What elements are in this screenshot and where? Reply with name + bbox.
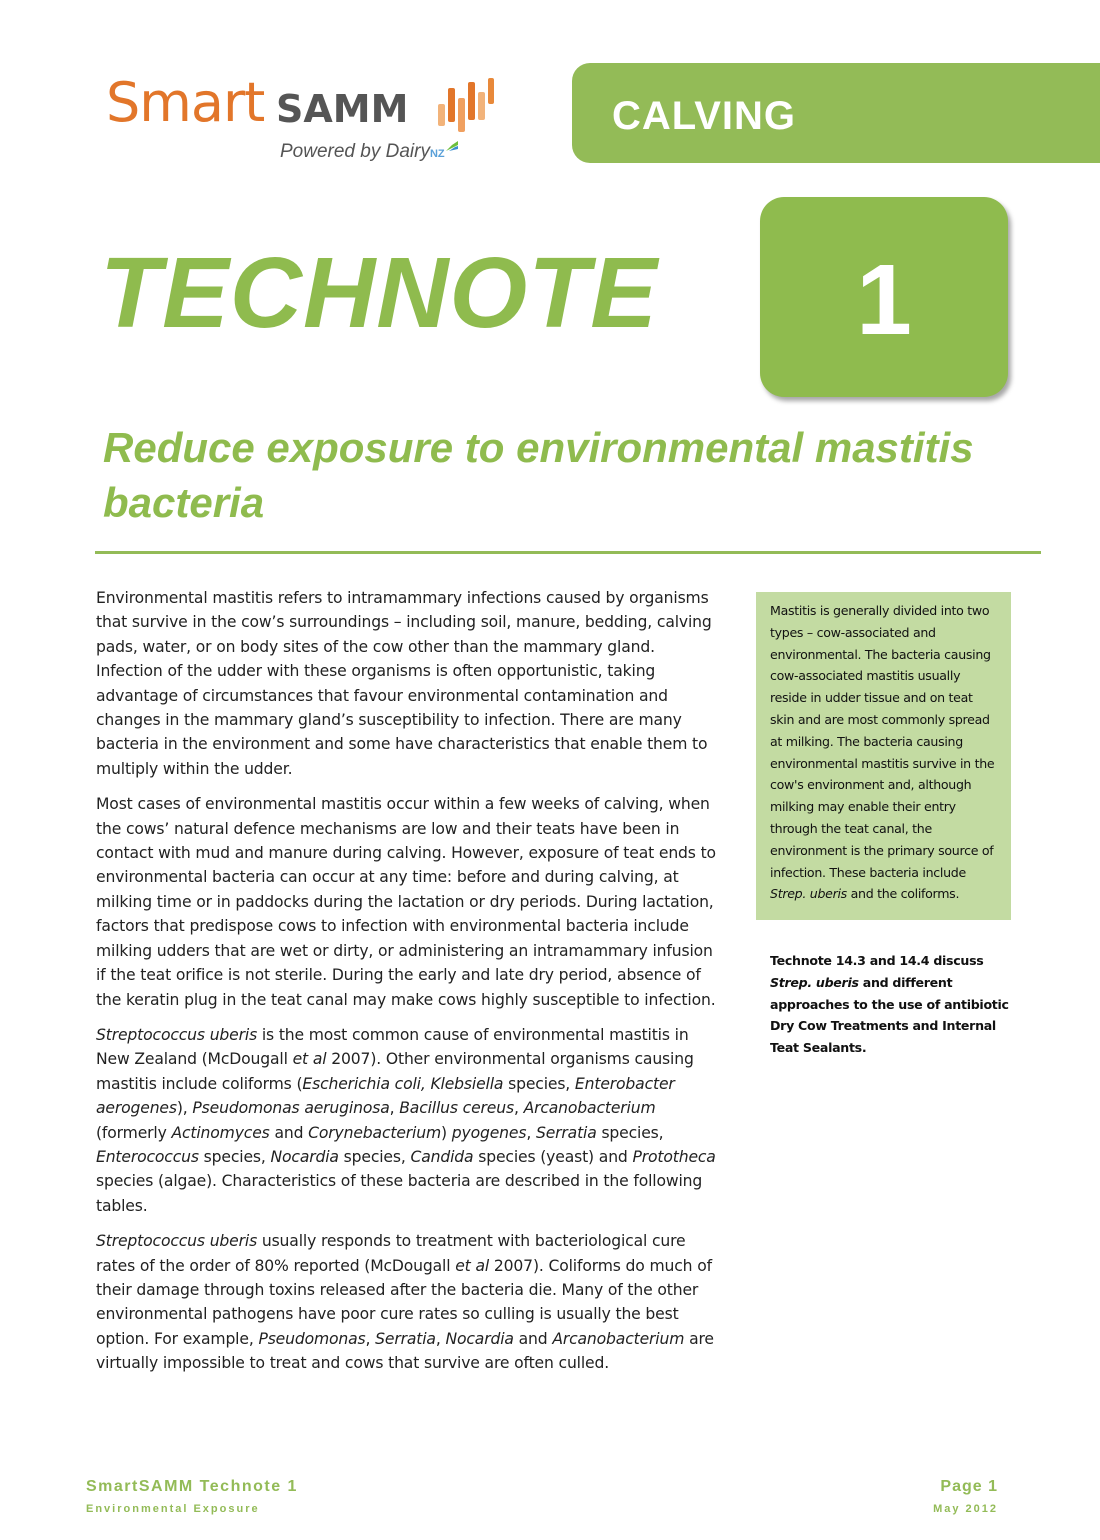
- text-run: 2007). Other environmental organisms causing mastitis include coliforms (: [96, 1050, 694, 1093]
- text-run: species,: [503, 1074, 575, 1093]
- italic-run: Strep. uberis: [770, 974, 859, 990]
- text-run: ,: [526, 1123, 536, 1142]
- text-run: Technote 14.3 and 14.4 discuss: [770, 953, 984, 968]
- dairynz-mark-icon: [446, 141, 458, 151]
- text-run: is the most common cause of environmental mastitis in New Zealand (McDougall: [96, 1025, 689, 1069]
- text-run: and the coliforms.: [846, 886, 960, 902]
- italic-run: Arcanobacterium: [552, 1329, 685, 1348]
- italic-run: Serratia: [375, 1329, 436, 1348]
- footer-doc-title: SmartSAMM Technote 1: [86, 1478, 298, 1495]
- text-run: Mastitis is generally divided into two types – cow-associated and environmental. The bacteria causing cow-associated mastitis usually reside in udder tissue and on teat skin and are most commonly spread at milking. The bacteria causing environmental mastitis survive in the cow's environment and, although milking may enable their entry through the teat canal, the environment is the primary source of infection. These bacteria include: [770, 603, 995, 880]
- text-run: species,: [596, 1123, 664, 1142]
- page-subtitle: Reduce exposure to environmental mastitis bacteria: [103, 424, 974, 526]
- section-divider: [95, 551, 1041, 554]
- italic-run: Escherichia coli, Klebsiella: [302, 1074, 504, 1093]
- italic-run: Pseudomonas: [258, 1329, 366, 1348]
- smartsamm-logo: [106, 72, 506, 172]
- text-run: 2007). Coliforms do much of their damage through toxins released after the bacteria die. Many of the other environmental pathogens have poor cure rates so culling is usually the best option. For example,: [96, 1256, 712, 1348]
- powered-by-nz: NZ: [429, 148, 445, 160]
- text-run: ,: [389, 1099, 400, 1118]
- italic-run: et al: [292, 1050, 327, 1069]
- italic-run: Bacillus cereus: [399, 1099, 514, 1118]
- text-run: ): [441, 1123, 452, 1142]
- body-paragraph-1: Environmental mastitis refers to intramammary infections caused by organisms that survive in the cow’s surroundings – including soil, manure, bedding, calving pads, water, or on body sites of the cow other than the mammary gland. Infection of the udder with these organisms is often opportunistic, taking advantage of circumstances that favour environmental contamination and changes in the mammary gland’s susceptibility to infection. There are many bacteria in the environment and some have characteristics that enable them to multiply within the udder.: [96, 589, 712, 778]
- powered-by-dairynz: [280, 140, 458, 166]
- italic-run: Arcanobacterium: [523, 1099, 656, 1118]
- text-run: ,: [513, 1099, 524, 1118]
- text-run: (formerly: [96, 1123, 172, 1142]
- italic-run: Pseudomonas aeruginosa: [192, 1099, 390, 1118]
- body-paragraph-2: Most cases of environmental mastitis occur within a few weeks of calving, when the cows’ natural defence mechanisms are low and their teats have been in contact with mud and manure during calving. However, exposure of teat ends to environmental bacteria can occur at any time: before and during calving, at milking time or in paddocks during the lactation or dry periods. During lactation, factors that predispose cows to infection with environmental bacteria include milking udders that are wet or dirty, or administering an intramammary infusion if the teat orifice is not sterile. During the early and late dry period, absence of the keratin plug in the teat canal may make cows highly susceptible to infection.: [96, 795, 716, 1009]
- italic-run: Enterobacter aerogenes: [96, 1074, 675, 1118]
- italic-run: Candida: [410, 1147, 474, 1166]
- footer-page-number: Page 1: [940, 1478, 998, 1495]
- text-run: ),: [176, 1099, 193, 1118]
- logo-samm-text: SAMM: [276, 87, 409, 131]
- italic-run: Actinomyces: [171, 1123, 270, 1142]
- footer-doc-subtitle: Environmental Exposure: [86, 1503, 260, 1515]
- technote-number-badge: [760, 197, 1008, 397]
- text-run: species (yeast) and: [473, 1147, 633, 1166]
- text-run: and different approaches to the use of antibiotic Dry Cow Treatments and Internal Teat Sealants.: [770, 974, 1009, 1056]
- italic-run: Nocardia: [270, 1147, 339, 1166]
- category-banner: [572, 63, 1100, 163]
- italic-run: Enterococcus: [96, 1147, 199, 1166]
- italic-run: Streptococcus uberis: [96, 1025, 258, 1044]
- powered-by-text: Powered by Dairy: [280, 141, 430, 162]
- italic-run: Corynebacterium: [308, 1123, 442, 1142]
- text-run: and: [269, 1123, 309, 1142]
- italic-run: et al: [455, 1256, 490, 1275]
- technote-title: TECHNOTE: [100, 237, 658, 349]
- text-run: ,: [435, 1329, 446, 1348]
- text-run: and: [513, 1329, 553, 1348]
- sidebar-info-box: [756, 592, 1011, 920]
- italic-run: Prototheca: [632, 1147, 716, 1166]
- body-paragraph-3: [96, 1023, 722, 1218]
- logo-smart-text: Smart: [106, 71, 265, 134]
- logo-bars-icon: [436, 74, 496, 134]
- sidebar-info-text: [770, 600, 997, 905]
- italic-run: Serratia: [535, 1123, 597, 1142]
- text-run: species (algae). Characteristics of these bacteria are described in the following tables.: [96, 1172, 703, 1215]
- footer-date: May 2012: [933, 1503, 998, 1515]
- body-paragraph-4: [96, 1229, 722, 1375]
- technote-number: 1: [856, 244, 912, 356]
- italic-run: Strep. uberis: [770, 886, 847, 902]
- category-label: CALVING: [612, 94, 797, 138]
- italic-run: Streptococcus uberis: [96, 1232, 258, 1251]
- italic-run: pyogenes: [451, 1123, 527, 1142]
- italic-run: Nocardia: [445, 1329, 514, 1348]
- text-run: species,: [338, 1147, 411, 1166]
- text-run: usually responds to treatment with bacteriological cure rates of the order of 80% reported (McDougall: [96, 1232, 686, 1275]
- sidebar-note: [770, 950, 1010, 1059]
- main-body: [96, 586, 722, 1387]
- text-run: are virtually impossible to treat and cows that survive are often culled.: [96, 1329, 714, 1373]
- text-run: species,: [198, 1147, 271, 1166]
- text-run: ,: [365, 1329, 376, 1348]
